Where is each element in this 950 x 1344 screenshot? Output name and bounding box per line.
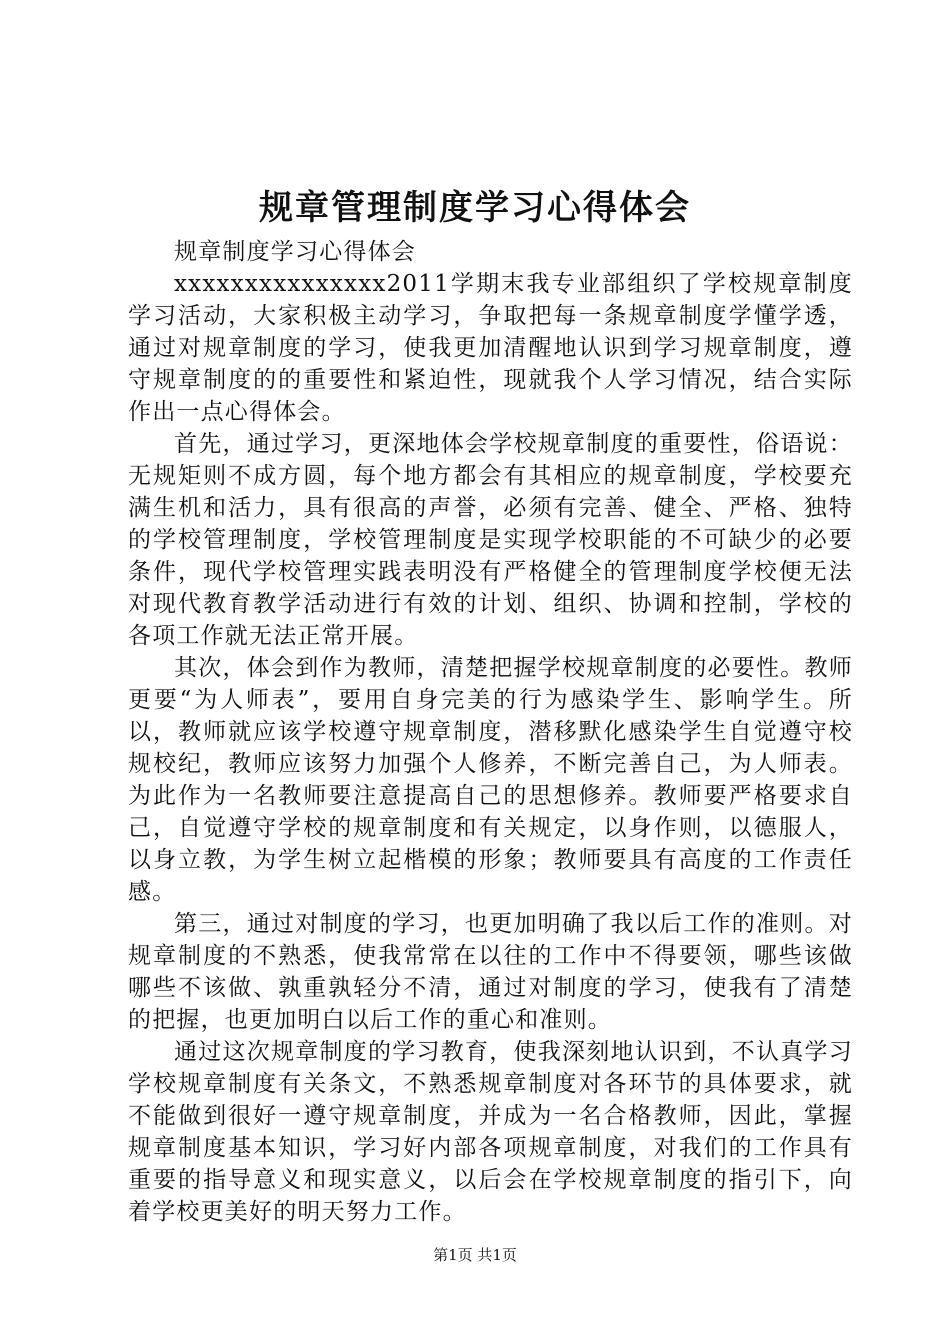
- paragraph-intro: xxxxxxxxxxxxxxx2011学期末我专业部组织了学校规章制度学习活动，大家积极主动学习，争取把每一条规章制度学懂学透，通过对规章制度的学习，使我更加清醒地认识到学习规章制度，遵守规章制度的的重要性和紧迫性，现就我个人学习情况，结合实际作出一点心得体会。: [128, 271, 853, 425]
- document-title: 规章管理制度学习心得体会: [259, 188, 691, 228]
- document-subtitle: 规章制度学习心得体会: [174, 239, 416, 265]
- paragraph-third: 第三，通过对制度的学习，也更加明确了我以后工作的准则。对规章制度的不熟悉，使我常常在以往的工作中不得要领，哪些该做哪些不该做、孰重孰轻分不清，通过对制度的学习，使我有了清楚的把握，也更加明白以后工作的重心和准则。: [128, 911, 853, 1033]
- paragraph-conclusion: 通过这次规章制度的学习教育，使我深刻地认识到，不认真学习学校规章制度有关条文，不熟悉规章制度对各环节的具体要求，就不能做到很好一遵守规章制度，并成为一名合格教师，因此，掌握规章制度基本知识，学习好内部各项规章制度，对我们的工作具有重要的指导意义和现实意义，以后会在学校规章制度的指引下，向着学校更美好的明天努力工作。: [128, 1039, 853, 1225]
- document-body: [128, 236, 853, 1228]
- paragraph-first: 首先，通过学习，更深地体会学校规章制度的重要性，俗语说：无规矩则不成方圆，每个地方都会有其相应的规章制度，学校要充满生机和活力，具有很高的声誉，必须有完善、健全、严格、独特的学校管理制度，学校管理制度是实现学校职能的不可缺少的必要条件，现代学校管理实践表明没有严格健全的管理制度学校便无法对现代教育教学活动进行有效的计划、组织、协调和控制，学校的各项工作就无法正常开展。: [128, 431, 853, 649]
- page-number-footer: 第1页 共1页: [433, 1246, 517, 1264]
- paragraph-second: 其次，体会到作为教师，清楚把握学校规章制度的必要性。教师更要“为人师表”，要用自身完美的行为感染学生、影响学生。所以，教师就应该学校遵守规章制度，潜移默化感染学生自觉遵守校规校纪，教师应该努力加强个人修养，不断完善自己，为人师表。为此作为一名教师要注意提高自己的思想修养。教师要严格要求自己，自觉遵守学校的规章制度和有关规定，以身作则，以德服人，以身立教，为学生树立起楷模的形象；教师要具有高度的工作责任感。: [128, 655, 853, 905]
